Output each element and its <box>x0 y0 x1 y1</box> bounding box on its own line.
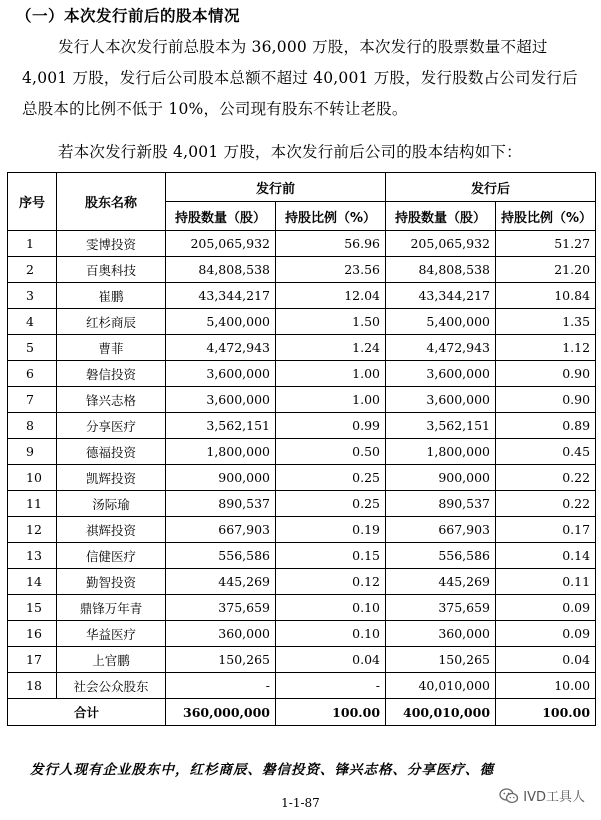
header-before-ratio: 持股比例（%） <box>276 202 386 231</box>
row-after-ratio: 0.09 <box>496 595 596 621</box>
row-shareholder-name: 祺辉投资 <box>57 517 166 543</box>
row-before-ratio: 56.96 <box>276 231 386 257</box>
row-before-shares: 150,265 <box>166 647 276 673</box>
table-row <box>8 647 596 673</box>
table-row <box>8 517 596 543</box>
row-after-ratio: 51.27 <box>496 231 596 257</box>
row-shareholder-name: 雯博投资 <box>57 231 166 257</box>
table-row <box>8 283 596 309</box>
row-before-ratio: 1.00 <box>276 387 386 413</box>
table-row <box>8 465 596 491</box>
row-after-shares: 43,344,217 <box>386 283 496 309</box>
table-row <box>8 439 596 465</box>
row-index: 8 <box>8 413 57 439</box>
row-after-shares: 3,600,000 <box>386 361 496 387</box>
row-before-ratio: 0.10 <box>276 595 386 621</box>
row-index: 3 <box>8 283 57 309</box>
table-row <box>8 491 596 517</box>
row-before-ratio: - <box>276 673 386 699</box>
row-index: 4 <box>8 309 57 335</box>
row-shareholder-name: 分享医疗 <box>57 413 166 439</box>
table-row <box>8 361 596 387</box>
row-after-ratio: 0.90 <box>496 387 596 413</box>
row-before-ratio: 0.10 <box>276 621 386 647</box>
row-after-ratio: 0.14 <box>496 543 596 569</box>
row-before-shares: 445,269 <box>166 569 276 595</box>
row-before-ratio: 1.24 <box>276 335 386 361</box>
row-after-shares: 375,659 <box>386 595 496 621</box>
row-before-shares: 890,537 <box>166 491 276 517</box>
header-before-shares: 持股数量（股） <box>166 202 276 231</box>
row-after-shares: 1,800,000 <box>386 439 496 465</box>
row-before-shares: 3,600,000 <box>166 361 276 387</box>
header-name: 股东名称 <box>57 173 166 231</box>
row-index: 6 <box>8 361 57 387</box>
table-row <box>8 387 596 413</box>
row-before-ratio: 12.04 <box>276 283 386 309</box>
row-shareholder-name: 华益医疗 <box>57 621 166 647</box>
row-before-shares: 84,808,538 <box>166 257 276 283</box>
row-after-ratio: 0.11 <box>496 569 596 595</box>
row-after-shares: 5,400,000 <box>386 309 496 335</box>
table-row <box>8 231 596 257</box>
row-after-shares: 900,000 <box>386 465 496 491</box>
row-before-ratio: 0.12 <box>276 569 386 595</box>
row-before-shares: 1,800,000 <box>166 439 276 465</box>
total-label: 合计 <box>8 699 166 726</box>
row-shareholder-name: 德福投资 <box>57 439 166 465</box>
table-row <box>8 621 596 647</box>
header-index: 序号 <box>8 173 57 231</box>
row-after-ratio: 0.90 <box>496 361 596 387</box>
row-index: 14 <box>8 569 57 595</box>
header-after-shares: 持股数量（股） <box>386 202 496 231</box>
row-shareholder-name: 磐信投资 <box>57 361 166 387</box>
row-after-shares: 40,010,000 <box>386 673 496 699</box>
row-shareholder-name: 勤智投资 <box>57 569 166 595</box>
header-after-ratio: 持股比例（%） <box>496 202 596 231</box>
table-row <box>8 309 596 335</box>
row-shareholder-name: 鼎锋万年青 <box>57 595 166 621</box>
row-index: 9 <box>8 439 57 465</box>
row-shareholder-name: 红杉商辰 <box>57 309 166 335</box>
total-after-ratio: 100.00 <box>496 699 596 726</box>
row-after-shares: 890,537 <box>386 491 496 517</box>
row-before-ratio: 0.04 <box>276 647 386 673</box>
row-before-ratio: 1.50 <box>276 309 386 335</box>
table-body <box>8 231 596 726</box>
total-row <box>8 699 596 726</box>
row-index: 1 <box>8 231 57 257</box>
row-before-ratio: 0.99 <box>276 413 386 439</box>
row-shareholder-name: 锋兴志格 <box>57 387 166 413</box>
row-after-ratio: 0.45 <box>496 439 596 465</box>
row-index: 11 <box>8 491 57 517</box>
row-after-shares: 667,903 <box>386 517 496 543</box>
paragraph-structure-intro: 若本次发行新股 4,001 万股，本次发行前后公司的股本结构如下： <box>58 143 522 161</box>
row-after-ratio: 0.22 <box>496 465 596 491</box>
row-before-ratio: 0.25 <box>276 491 386 517</box>
row-after-ratio: 21.20 <box>496 257 596 283</box>
row-after-shares: 556,586 <box>386 543 496 569</box>
row-before-shares: 5,400,000 <box>166 309 276 335</box>
row-before-ratio: 1.00 <box>276 361 386 387</box>
row-index: 16 <box>8 621 57 647</box>
total-after-shares: 400,010,000 <box>386 699 496 726</box>
row-before-shares: 900,000 <box>166 465 276 491</box>
row-before-ratio: 0.15 <box>276 543 386 569</box>
row-shareholder-name: 汤际瑜 <box>57 491 166 517</box>
total-before-ratio: 100.00 <box>276 699 386 726</box>
watermark-text: IVD工具人 <box>523 790 585 805</box>
row-after-ratio: 10.84 <box>496 283 596 309</box>
page-number: 1-1-87 <box>281 796 320 810</box>
row-shareholder-name: 上官鹏 <box>57 647 166 673</box>
row-after-ratio: 0.22 <box>496 491 596 517</box>
row-after-shares: 150,265 <box>386 647 496 673</box>
row-shareholder-name: 百奥科技 <box>57 257 166 283</box>
table-row <box>8 413 596 439</box>
row-index: 10 <box>8 465 57 491</box>
shareholding-table <box>7 172 596 726</box>
row-shareholder-name: 凯辉投资 <box>57 465 166 491</box>
row-before-shares: 43,344,217 <box>166 283 276 309</box>
trailing-text: 发行人现有企业股东中，红杉商辰、磐信投资、锋兴志格、分享医疗、德 <box>30 762 494 778</box>
watermark <box>495 784 589 807</box>
row-index: 12 <box>8 517 57 543</box>
row-index: 13 <box>8 543 57 569</box>
row-after-shares: 3,562,151 <box>386 413 496 439</box>
row-after-ratio: 0.04 <box>496 647 596 673</box>
paragraph-share-capital: 发行人本次发行前总股本为 36,000 万股，本次发行的股票数量不超过 4,001 万股，发行后公司股本总额不超过 40,001 万股，发行股数占公司发行后总股本的比例不低于 10%，公司现有股东不转让老股。 <box>22 38 578 118</box>
row-after-ratio: 1.12 <box>496 335 596 361</box>
row-before-shares: 360,000 <box>166 621 276 647</box>
row-shareholder-name: 信健医疗 <box>57 543 166 569</box>
row-index: 18 <box>8 673 57 699</box>
row-before-ratio: 0.25 <box>276 465 386 491</box>
row-shareholder-name: 崔鹏 <box>57 283 166 309</box>
row-index: 5 <box>8 335 57 361</box>
wechat-icon <box>499 788 519 804</box>
row-after-shares: 205,065,932 <box>386 231 496 257</box>
row-after-shares: 3,600,000 <box>386 387 496 413</box>
row-before-shares: 556,586 <box>166 543 276 569</box>
row-index: 7 <box>8 387 57 413</box>
section-heading: （一）本次发行前后的股本情况 <box>16 7 241 25</box>
row-after-shares: 445,269 <box>386 569 496 595</box>
table-row <box>8 673 596 699</box>
table-row <box>8 335 596 361</box>
row-before-ratio: 23.56 <box>276 257 386 283</box>
table-row <box>8 543 596 569</box>
row-after-ratio: 1.35 <box>496 309 596 335</box>
row-index: 15 <box>8 595 57 621</box>
table-row <box>8 569 596 595</box>
row-after-ratio: 0.17 <box>496 517 596 543</box>
row-after-ratio: 10.00 <box>496 673 596 699</box>
table-row <box>8 257 596 283</box>
row-after-shares: 84,808,538 <box>386 257 496 283</box>
row-before-shares: - <box>166 673 276 699</box>
row-shareholder-name: 曹菲 <box>57 335 166 361</box>
row-before-shares: 205,065,932 <box>166 231 276 257</box>
row-after-shares: 4,472,943 <box>386 335 496 361</box>
header-after: 发行后 <box>386 173 596 202</box>
table-row <box>8 595 596 621</box>
row-after-ratio: 0.89 <box>496 413 596 439</box>
row-index: 2 <box>8 257 57 283</box>
row-after-ratio: 0.09 <box>496 621 596 647</box>
header-before: 发行前 <box>166 173 386 202</box>
row-index: 17 <box>8 647 57 673</box>
row-before-ratio: 0.19 <box>276 517 386 543</box>
row-before-shares: 667,903 <box>166 517 276 543</box>
row-before-shares: 3,562,151 <box>166 413 276 439</box>
row-shareholder-name: 社会公众股东 <box>57 673 166 699</box>
row-after-shares: 360,000 <box>386 621 496 647</box>
row-before-ratio: 0.50 <box>276 439 386 465</box>
row-before-shares: 375,659 <box>166 595 276 621</box>
total-before-shares: 360,000,000 <box>166 699 276 726</box>
row-before-shares: 4,472,943 <box>166 335 276 361</box>
row-before-shares: 3,600,000 <box>166 387 276 413</box>
